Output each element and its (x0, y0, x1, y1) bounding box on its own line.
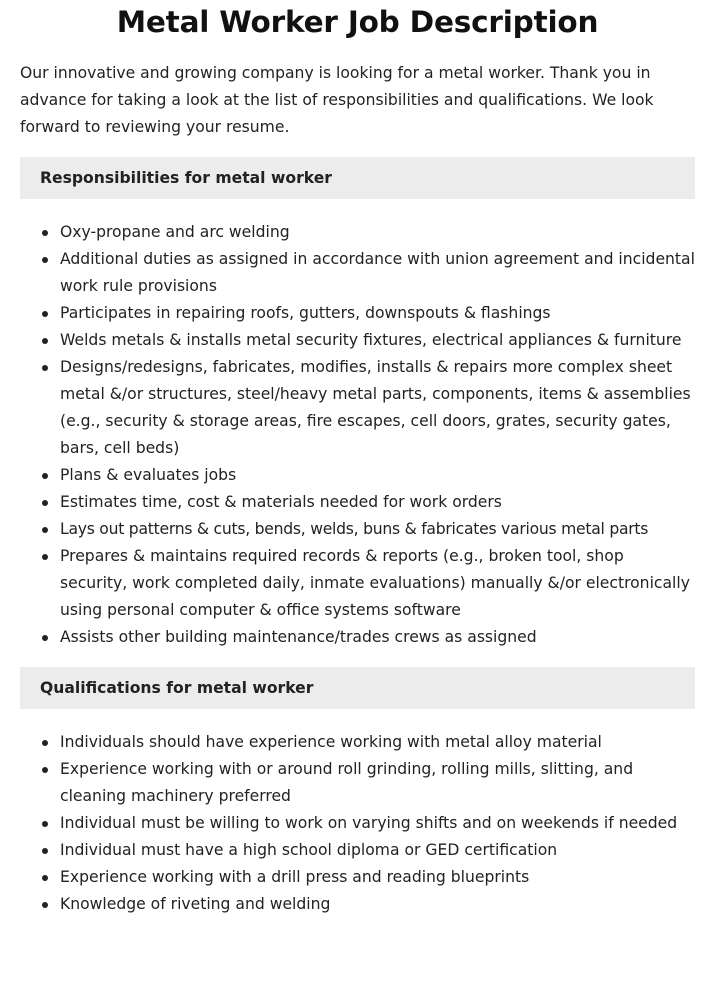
list-item (60, 756, 695, 810)
list-item-text: Individual must be willing to work on varying shifts and on weekends if needed (60, 814, 678, 832)
list-item (60, 516, 695, 543)
bullet-icon (42, 635, 48, 641)
list-item (60, 219, 695, 246)
list-item-text: Welds metals & installs metal security fixtures, electrical appliances & furniture (60, 331, 682, 349)
list-item (60, 462, 695, 489)
list-item-text: Individual must have a high school diploma or GED certification (60, 841, 558, 859)
page-title: Metal Worker Job Description (116, 5, 599, 39)
bullet-icon (42, 902, 48, 908)
list-item (60, 891, 695, 918)
list-item (60, 300, 695, 327)
list-item-text: Knowledge of riveting and welding (60, 895, 331, 913)
list-item-text: Plans & evaluates jobs (60, 466, 237, 484)
list-item-text: Prepares & maintains required records & reports (e.g., broken tool, shop security, work completed daily, inmate evaluations) manually &/or electronically using personal computer & office systems software (60, 547, 690, 619)
list-item-text: Participates in repairing roofs, gutters, downspouts & flashings (60, 304, 551, 322)
bullet-icon (42, 527, 48, 533)
bullet-icon (42, 311, 48, 317)
bullet-icon (42, 848, 48, 854)
list-item (60, 729, 695, 756)
bullet-icon (42, 500, 48, 506)
list-item-text: Designs/redesigns, fabricates, modifies, installs & repairs more complex sheet metal &/or structures, steel/heavy metal parts, components, items & assemblies (e.g., security & storage areas, fire escapes, cell doors, grates, security gates, bars, cell beds) (60, 358, 691, 457)
list-item-text: Additional duties as assigned in accordance with union agreement and incidental work rule provisions (60, 250, 695, 295)
job-description (20, 0, 695, 918)
list-item (60, 810, 695, 837)
list-item (60, 354, 695, 462)
list-item (60, 246, 695, 300)
list-item (60, 489, 695, 516)
list-item-text: Lays out patterns & cuts, bends, welds, buns & fabricates various metal parts (60, 520, 649, 538)
list-item (60, 543, 695, 624)
responsibilities-list (20, 219, 695, 651)
list-item-text: Assists other building maintenance/trades crews as assigned (60, 628, 537, 646)
list-item-text: Experience working with or around roll grinding, rolling mills, slitting, and cleaning machinery preferred (60, 760, 634, 805)
responsibilities-heading: Responsibilities for metal worker (20, 157, 695, 199)
qualifications-heading: Qualifications for metal worker (20, 667, 695, 709)
bullet-icon (42, 821, 48, 827)
list-item (60, 624, 695, 651)
bullet-icon (42, 767, 48, 773)
bullet-icon (42, 338, 48, 344)
bullet-icon (42, 875, 48, 881)
list-item (60, 327, 695, 354)
intro-paragraph: Our innovative and growing company is looking for a metal worker. Thank you in advance for taking a look at the list of responsibilities and qualifications. We look forward to reviewing your resume. (20, 64, 654, 136)
bullet-icon (42, 554, 48, 560)
bullet-icon (42, 740, 48, 746)
bullet-icon (42, 473, 48, 479)
bullet-icon (42, 365, 48, 371)
list-item-text: Individuals should have experience working with metal alloy material (60, 733, 602, 751)
bullet-icon (42, 257, 48, 263)
list-item-text: Estimates time, cost & materials needed for work orders (60, 493, 502, 511)
list-item-text: Experience working with a drill press and reading blueprints (60, 868, 530, 886)
qualifications-list (20, 729, 695, 918)
list-item (60, 837, 695, 864)
list-item-text: Oxy-propane and arc welding (60, 223, 290, 241)
bullet-icon (42, 230, 48, 236)
list-item (60, 864, 695, 891)
